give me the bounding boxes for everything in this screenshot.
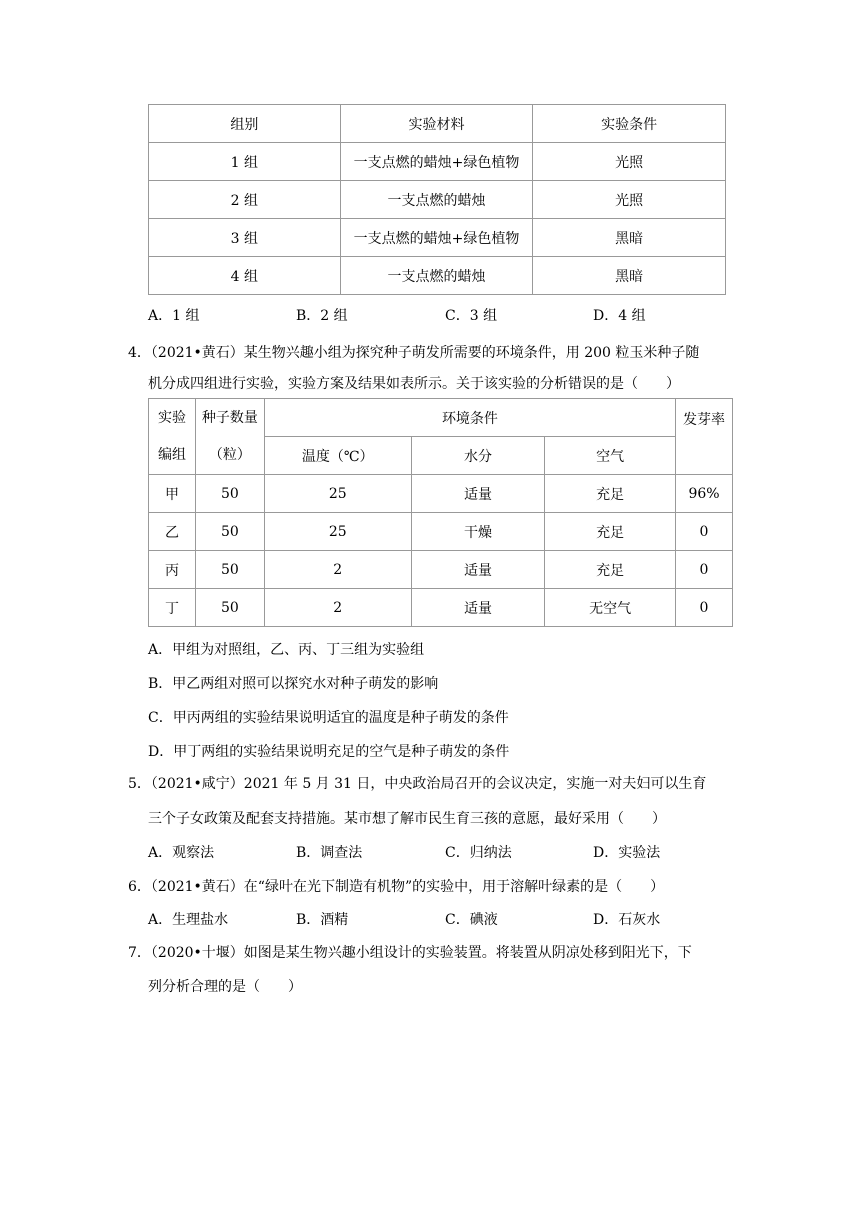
table-cell: 25 bbox=[264, 513, 411, 551]
table-header-row bbox=[149, 105, 726, 143]
table-row bbox=[149, 143, 726, 181]
option-b[interactable]: B．酒精 bbox=[296, 912, 349, 928]
table-cell: 充足 bbox=[545, 475, 676, 513]
table-row bbox=[149, 257, 726, 295]
table-cell: 甲 bbox=[149, 475, 196, 513]
option-b[interactable]: B．调查法 bbox=[296, 845, 363, 861]
table-cell: 一支点燃的蜡烛 bbox=[340, 181, 533, 219]
option-a[interactable]: A．观察法 bbox=[148, 845, 215, 861]
table-cell: 一支点燃的蜡烛+绿色植物 bbox=[340, 219, 533, 257]
table-cell: 0 bbox=[676, 513, 733, 551]
table-cell: 光照 bbox=[533, 143, 726, 181]
header-cell-seeds bbox=[195, 399, 264, 475]
option-d[interactable]: D．4 组 bbox=[593, 308, 646, 324]
q5-stem-line1: 5．（2021•咸宁）2021 年 5 月 31 日，中央政治局召开的会议决定，实施一对夫妇可以生育 bbox=[128, 776, 707, 792]
table-cell: 一支点燃的蜡烛 bbox=[340, 257, 533, 295]
option-c[interactable]: C．碘液 bbox=[445, 912, 498, 928]
table-cell: 光照 bbox=[533, 181, 726, 219]
table-cell: 0 bbox=[676, 589, 733, 627]
table-row bbox=[149, 551, 733, 589]
header-cell-env: 环境条件 bbox=[264, 399, 675, 437]
q4-option-a[interactable]: A．甲组为对照组，乙、丙、丁三组为实验组 bbox=[148, 642, 425, 658]
option-a[interactable]: A．生理盐水 bbox=[148, 912, 229, 928]
table-row bbox=[149, 513, 733, 551]
header-text: 实验 bbox=[157, 409, 186, 426]
table-cell: 适量 bbox=[411, 589, 545, 627]
q6-stem-line1: 6．（2021•黄石）在“绿叶在光下制造有机物”的实验中，用于溶解叶绿素的是（ ） bbox=[128, 879, 665, 895]
q4-stem-line1: 4．（2021•黄石）某生物兴趣小组为探究种子萌发所需要的环境条件，用 200 粒玉米种子随 bbox=[128, 345, 700, 361]
table-header-row bbox=[149, 399, 733, 437]
q7-stem-line2: 列分析合理的是（ ） bbox=[148, 979, 302, 995]
header-text: （粒） bbox=[208, 446, 251, 463]
option-b[interactable]: B．2 组 bbox=[296, 308, 348, 324]
option-c[interactable]: C．归纳法 bbox=[445, 845, 512, 861]
q4-stem-line2: 机分成四组进行实验，实验方案及结果如表所示。关于该实验的分析错误的是（ ） bbox=[148, 376, 680, 392]
q4-option-b[interactable]: B．甲乙两组对照可以探究水对种子萌发的影响 bbox=[148, 676, 439, 692]
table-cell: 黑暗 bbox=[533, 257, 726, 295]
table-cell: 一支点燃的蜡烛+绿色植物 bbox=[340, 143, 533, 181]
table-cell: 充足 bbox=[545, 513, 676, 551]
seed-germination-table bbox=[148, 398, 733, 627]
header-cell: 组别 bbox=[149, 105, 341, 143]
header-cell-group bbox=[149, 399, 196, 475]
header-cell-water: 水分 bbox=[411, 437, 545, 475]
q4-option-c[interactable]: C．甲丙两组的实验结果说明适宜的温度是种子萌发的条件 bbox=[148, 710, 509, 726]
table-cell: 25 bbox=[264, 475, 411, 513]
table-row bbox=[149, 475, 733, 513]
table-cell: 适量 bbox=[411, 551, 545, 589]
table-cell: 黑暗 bbox=[533, 219, 726, 257]
table-cell: 50 bbox=[195, 513, 264, 551]
header-text: 发芽率 bbox=[683, 412, 726, 428]
table-cell: 1 组 bbox=[149, 143, 341, 181]
table-cell: 适量 bbox=[411, 475, 545, 513]
q7-stem-line1: 7．（2020•十堰）如图是某生物兴趣小组设计的实验装置。将装置从阴凉处移到阳光下，下 bbox=[128, 945, 692, 961]
table-cell: 无空气 bbox=[545, 589, 676, 627]
option-a[interactable]: A．1 组 bbox=[148, 308, 200, 324]
table-cell: 50 bbox=[195, 551, 264, 589]
header-cell-air: 空气 bbox=[545, 437, 676, 475]
table-row bbox=[149, 589, 733, 627]
table-cell: 干燥 bbox=[411, 513, 545, 551]
table-cell: 96% bbox=[676, 475, 733, 513]
candle-experiment-table bbox=[148, 104, 726, 295]
table-cell: 2 bbox=[264, 551, 411, 589]
table-cell: 50 bbox=[195, 589, 264, 627]
option-c[interactable]: C．3 组 bbox=[445, 308, 498, 324]
header-text: 编组 bbox=[157, 446, 186, 463]
table-cell: 丙 bbox=[149, 551, 196, 589]
table-cell: 乙 bbox=[149, 513, 196, 551]
table-cell: 3 组 bbox=[149, 219, 341, 257]
table-cell: 丁 bbox=[149, 589, 196, 627]
option-d[interactable]: D．石灰水 bbox=[593, 912, 661, 928]
option-d[interactable]: D．实验法 bbox=[593, 845, 661, 861]
header-text: 种子数量 bbox=[201, 409, 258, 426]
table-cell: 50 bbox=[195, 475, 264, 513]
q5-stem-line2: 三个子女政策及配套支持措施。某市想了解市民生育三孩的意愿，最好采用（ ） bbox=[148, 811, 666, 827]
table-cell: 2 组 bbox=[149, 181, 341, 219]
table-cell: 0 bbox=[676, 551, 733, 589]
table-row bbox=[149, 219, 726, 257]
q4-option-d[interactable]: D．甲丁两组的实验结果说明充足的空气是种子萌发的条件 bbox=[148, 744, 510, 760]
header-cell-temp: 温度（℃） bbox=[264, 437, 411, 475]
header-cell-rate bbox=[676, 399, 733, 475]
table-cell: 2 bbox=[264, 589, 411, 627]
table-cell: 充足 bbox=[545, 551, 676, 589]
table-cell: 4 组 bbox=[149, 257, 341, 295]
header-cell: 实验条件 bbox=[533, 105, 726, 143]
header-cell: 实验材料 bbox=[340, 105, 533, 143]
table-row bbox=[149, 181, 726, 219]
